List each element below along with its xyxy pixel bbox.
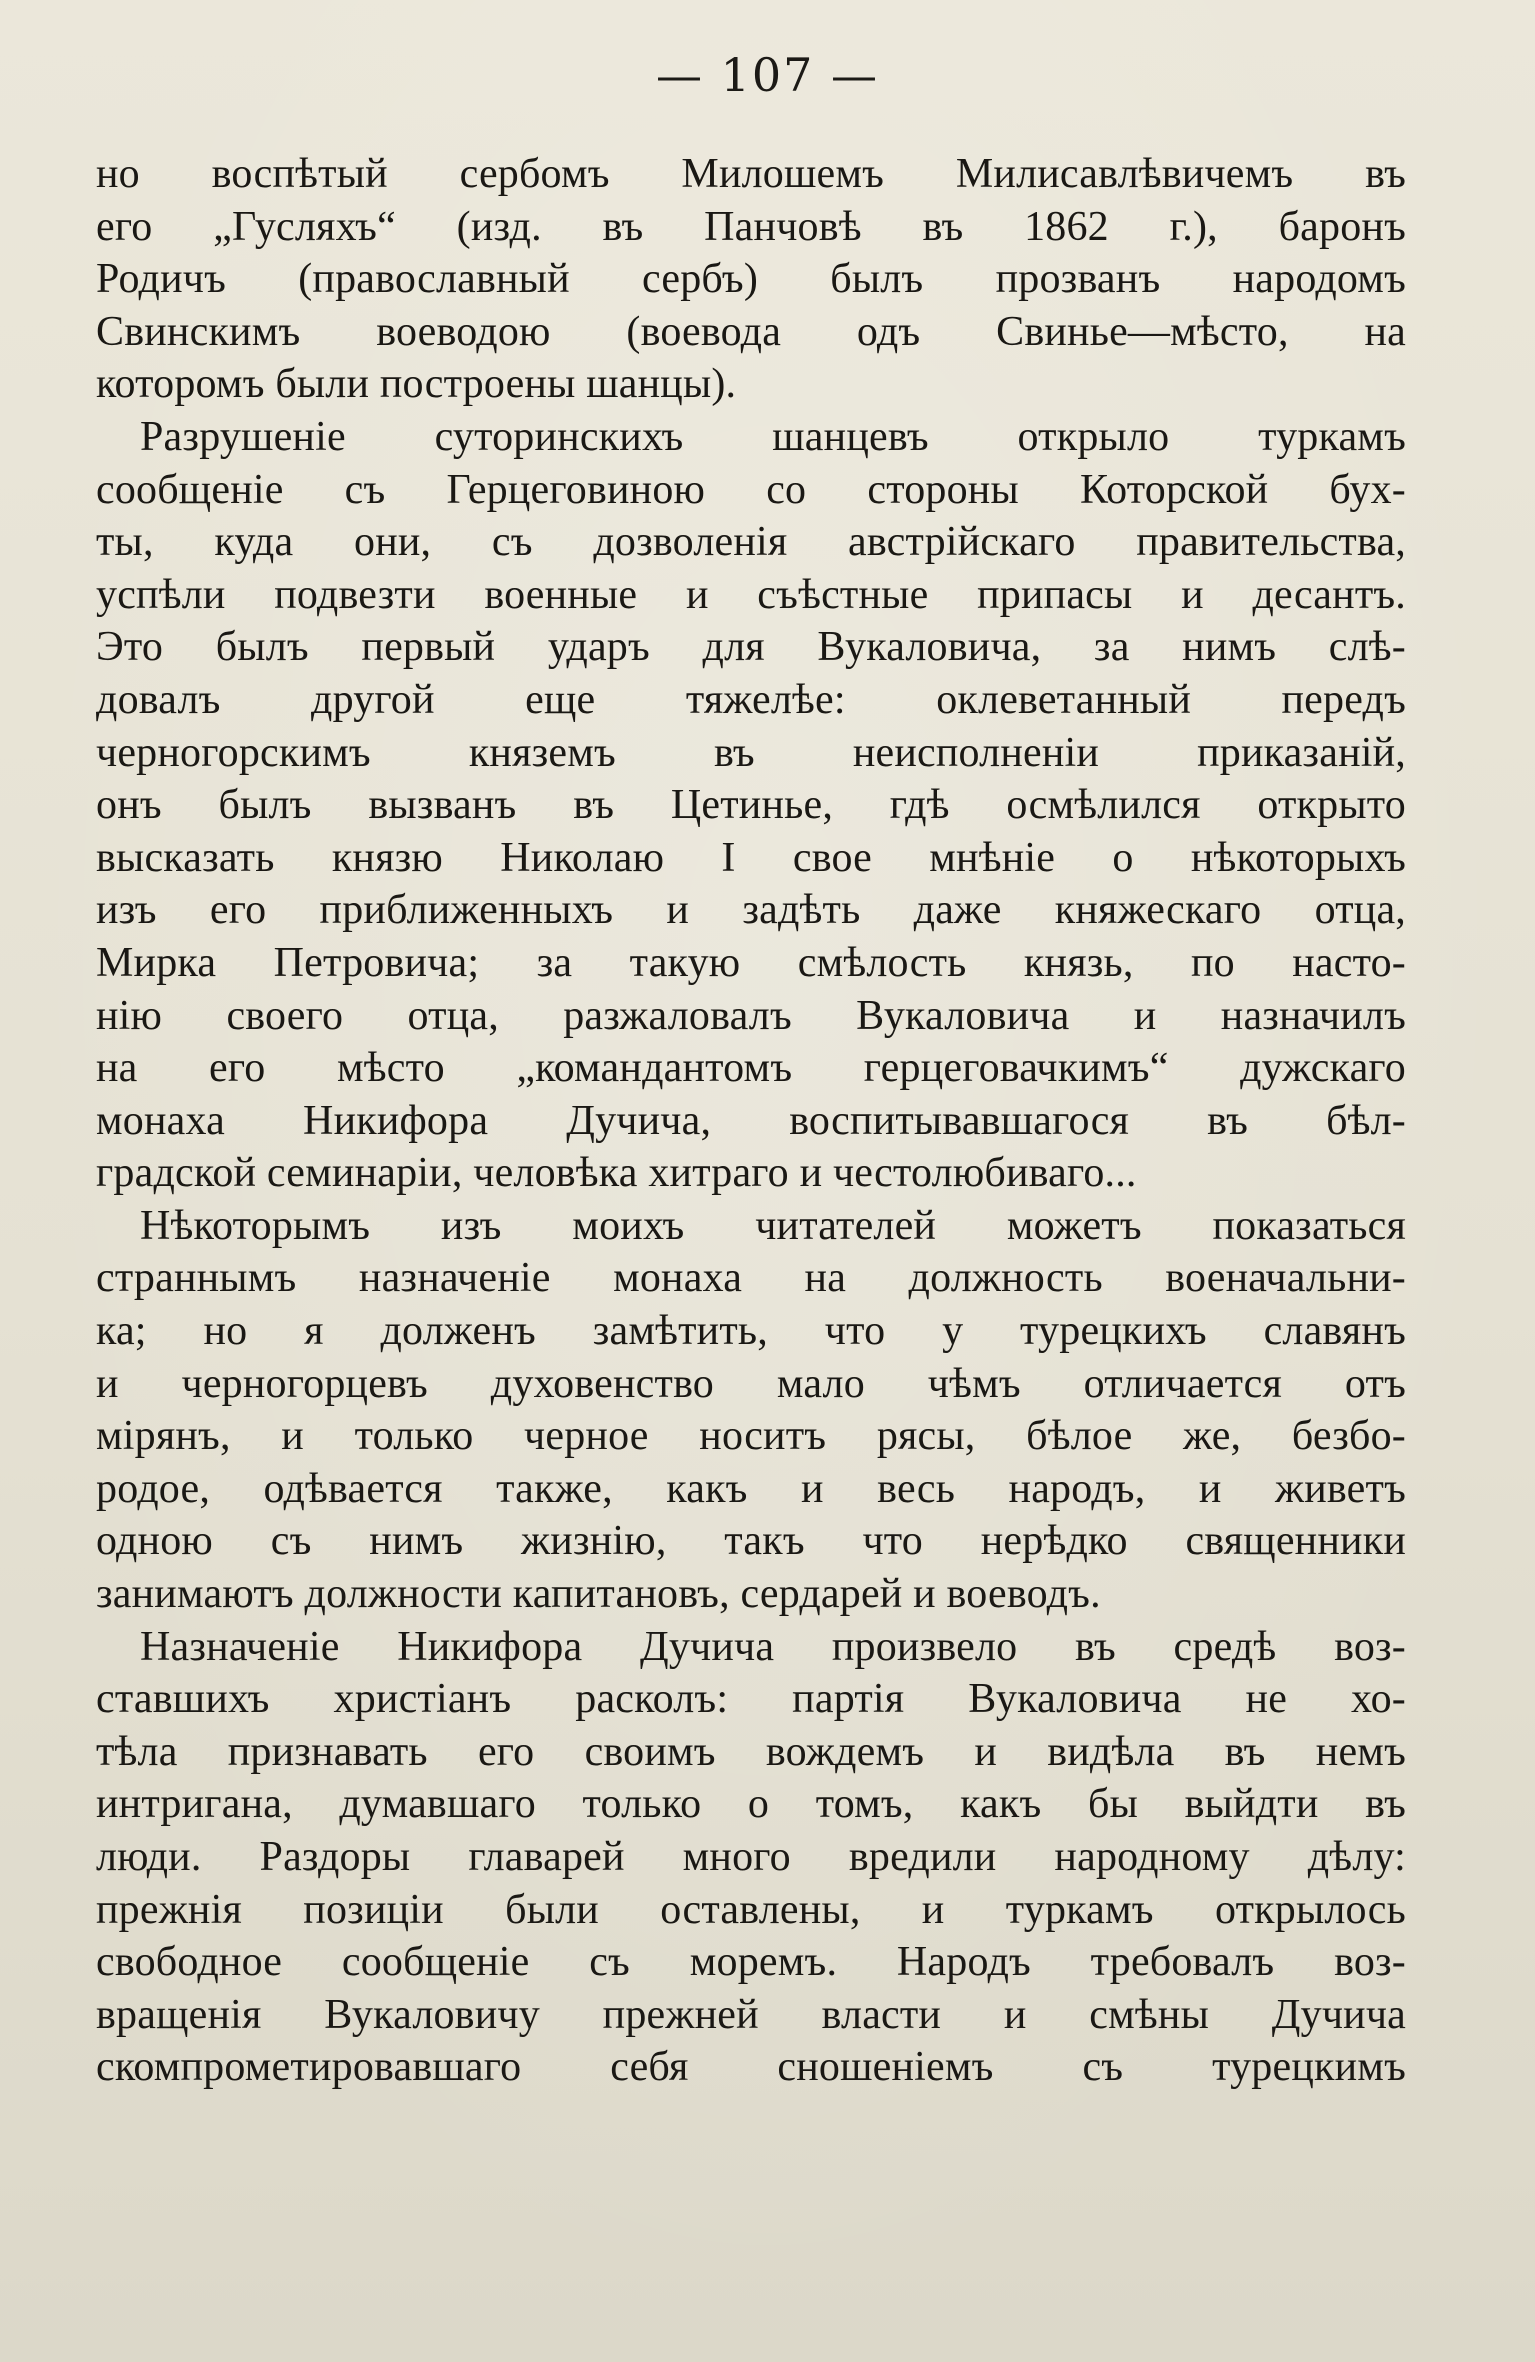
text-line: Нѣкоторымъ изъ моихъ читателей можетъ показаться <box>140 1202 1406 1249</box>
text-line: довалъ другой еще тяжелѣе: оклеветанный передъ <box>96 676 1406 723</box>
text-line: Мирка Петровича; за такую смѣлость князь, по насто- <box>96 939 1406 986</box>
text-line: которомъ были построены шанцы). <box>96 361 737 408</box>
text-line: занимаютъ должности капитановъ, сердарей и воеводъ. <box>96 1571 1101 1618</box>
text-line: свободное сообщеніе съ моремъ. Народъ требовалъ воз- <box>96 1939 1406 1986</box>
text-line: на его мѣсто „командантомъ герцеговачкимъ“ дужскаго <box>96 1045 1406 1092</box>
text-line: и черногорцевъ духовенство мало чѣмъ отличается отъ <box>96 1360 1406 1407</box>
text-line: высказать князю Николаю I свое мнѣніе о нѣкоторыхъ <box>96 834 1406 881</box>
text-line: успѣли подвезти военные и съѣстные припасы и десантъ. <box>96 571 1406 618</box>
text-line: одною съ нимъ жизнію, такъ что нерѣдко священники <box>96 1518 1406 1565</box>
text-line: прежнія позиціи были оставлены, и туркамъ открылось <box>96 1886 1406 1933</box>
text-line: страннымъ назначеніе монаха на должность военачальни- <box>96 1255 1406 1302</box>
page-number: — 107 — <box>655 48 880 102</box>
text-line: родое, одѣвается также, какъ и весь народъ, и живетъ <box>96 1465 1406 1512</box>
text-line: вращенія Вукаловичу прежней власти и смѣны Дучича <box>96 1991 1406 2038</box>
text-line: ка; но я долженъ замѣтить, что у турецкихъ славянъ <box>96 1308 1406 1355</box>
text-line: изъ его приближенныхъ и задѣть даже княжескаго отца, <box>96 887 1406 934</box>
text-line: Свинскимъ воеводою (воевода одъ Свинье—мѣсто, на <box>96 308 1406 355</box>
text-line: Родичъ (православный сербъ) былъ прозванъ народомъ <box>96 256 1406 303</box>
text-line: люди. Раздоры главарей много вредили народному дѣлу: <box>96 1834 1406 1880</box>
text-line: монаха Никифора Дучича, воспитывавшагося въ бѣл- <box>96 1097 1406 1144</box>
text-line: Разрушеніе суторинскихъ шанцевъ открыло туркамъ <box>140 413 1406 460</box>
text-line: его „Гусляхъ“ (изд. въ Панчовѣ въ 1862 г.), баронъ <box>96 203 1406 250</box>
text-line: интригана, думавшаго только о томъ, какъ бы выйдти въ <box>96 1781 1406 1828</box>
text-line: мірянъ, и только черное носитъ рясы, бѣлое же, безбо- <box>96 1413 1406 1460</box>
text-line: градской семинаріи, человѣка хитраго и честолюбиваго... <box>96 1150 1137 1197</box>
text-line: сообщеніе съ Герцеговиною со стороны Которской бух- <box>96 466 1406 513</box>
text-line: Это былъ первый ударъ для Вукаловича, за нимъ слѣ- <box>96 624 1406 671</box>
text-line: ты, куда они, съ дозволенія австрійскаго правительства, <box>96 519 1406 566</box>
text-line: но воспѣтый сербомъ Милошемъ Милисавлѣвичемъ въ <box>96 151 1406 197</box>
text-line: тѣла признавать его своимъ вождемъ и видѣла въ немъ <box>96 1728 1406 1775</box>
text-line: ставшихъ христіанъ расколъ: партія Вукаловича не хо- <box>96 1676 1406 1723</box>
body-text <box>96 148 1406 2094</box>
text-line: онъ былъ вызванъ въ Цетинье, гдѣ осмѣлился открыто <box>96 782 1406 829</box>
text-line: черногорскимъ княземъ въ неисполненіи приказаній, <box>96 729 1406 776</box>
text-line: скомпрометировавшаго себя сношеніемъ съ турецкимъ <box>96 2044 1406 2091</box>
text-line: нію своего отца, разжаловалъ Вукаловича и назначилъ <box>96 992 1406 1039</box>
text-line: Назначеніе Никифора Дучича произвело въ средѣ воз- <box>140 1623 1406 1670</box>
